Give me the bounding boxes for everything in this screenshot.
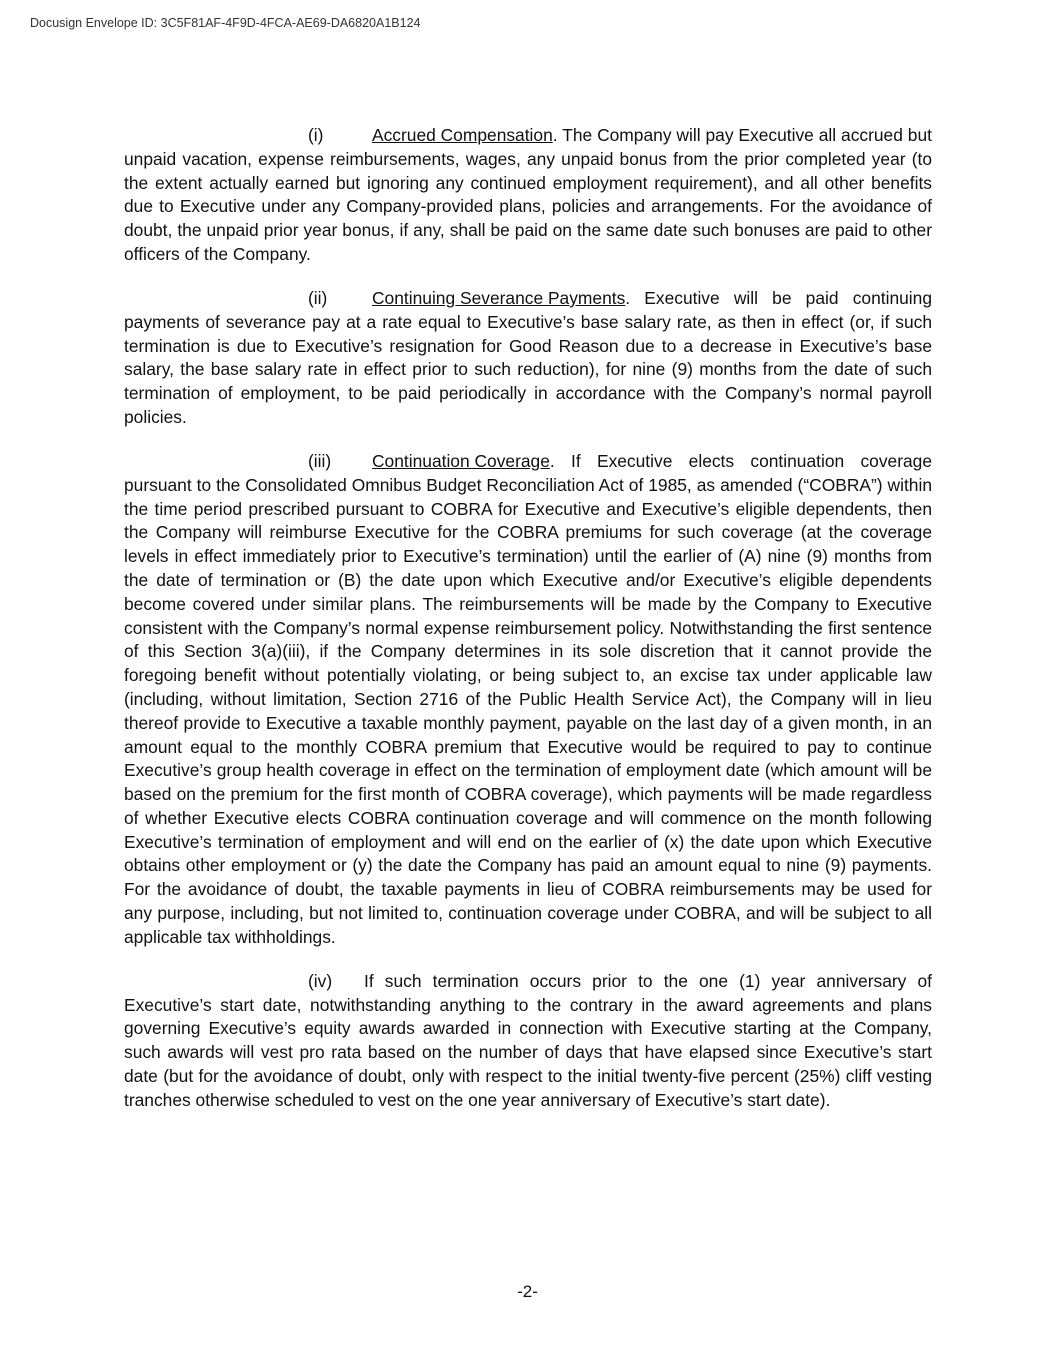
paragraph-continuing-severance (124, 287, 932, 430)
paragraph-heading: Accrued Compensation (372, 125, 553, 145)
paragraph-head (308, 450, 550, 474)
paragraph-number: (iv) (308, 970, 333, 991)
page-number: -2- (517, 1282, 538, 1301)
paragraph-heading: Continuation Coverage (372, 450, 550, 471)
paragraph-text: . The Company will pay Executive all accrued but unpaid vacation, expense reimbursements, wages, any unpaid bonus from the prior completed year (to the extent actually earned but ignoring any continued employment requirement), and all other benefits due to Executive under any Company-provided plans, policies and arrangements. For the avoidance of doubt, the unpaid prior year bonus, if any, shall be paid on the same date such bonuses are paid to other officers of the Company. (124, 125, 932, 264)
paragraph-text: If such termination occurs prior to the one (1) year anniversary of Executive’s start date, notwithstanding anything to the contrary in the award agreements and plans governing Executive’s equity awards awarded in connection with Executive starting at the Company, such awards will vest pro rata based on the number of days that have elapsed since Executive’s start date (but for the avoidance of doubt, only with respect to the initial twenty-five percent (25%) cliff vesting tranches otherwise scheduled to vest on the one year anniversary of Executive’s start date). (124, 970, 932, 1110)
paragraph-number: (i) (308, 125, 324, 145)
paragraph-head (308, 287, 625, 311)
paragraph-continuation-coverage (124, 450, 932, 950)
document-body (124, 124, 932, 1133)
paragraph-text: . Executive will be paid continuing payments of severance pay at a rate equal to Executive’s base salary rate, as then in effect (or, if such termination is due to Executive’s resignation for Good Reason due to a decrease in Executive’s base salary, the base salary rate in effect prior to such reduction), for nine (9) months from the date of such termination of employment, to be paid periodically in accordance with the Company’s normal payroll policies. (124, 287, 932, 427)
paragraph-text: . If Executive elects continuation coverage pursuant to the Consolidated Omnibus Budget Reconciliation Act of 1985, as amended (“COBRA”) within the time period prescribed pursuant to COBRA for Executive and Executive’s eligible dependents, then the Company will reimburse Executive for the COBRA premiums for such coverage (at the coverage levels in effect immediately prior to Executive’s termination) until the earlier of (A) nine (9) months from the date of termination or (B) the date upon which Executive and/or Executive’s eligible dependents become covered under similar plans. The reimbursements will be made by the Company to Executive consistent with the Company’s normal expense reimbursement policy. Notwithstanding the first sentence of this Section 3(a)(iii), if the Company determines in its sole discretion that it cannot provide the foregoing benefit without potentially violating, or being subject to, an excise tax under applicable law (including, without limitation, Section 2716 of the Public Health Service Act), the Company will in lieu thereof provide to Executive a taxable monthly payment, payable on the last day of a given month, in an amount equal to the monthly COBRA premium that Executive would be required to pay to continue Executive’s group health coverage in effect on the termination of employment date (which amount will be based on the premium for the first month of COBRA coverage), which payments will be made regardless of whether Executive elects COBRA continuation coverage and will commence on the month following Executive’s termination of employment and will end on the earlier of (x) the date upon which Executive obtains other employment or (y) the date the Company has paid an amount equal to nine (9) payments. For the avoidance of doubt, the taxable payments in lieu of COBRA reimbursements may be used for any purpose, including, but not limited to, continuation coverage under COBRA, and will be subject to all applicable tax withholdings. (124, 450, 932, 947)
paragraph-head (308, 970, 364, 994)
paragraph-equity-vesting (124, 970, 932, 1113)
paragraph-head (308, 124, 553, 148)
paragraph-number: (ii) (308, 287, 328, 308)
paragraph-number: (iii) (308, 450, 332, 471)
paragraph-heading: Continuing Severance Payments (372, 287, 626, 308)
paragraph-accrued-compensation (124, 124, 932, 267)
docusign-envelope-id: Docusign Envelope ID: 3C5F81AF-4F9D-4FCA-AE69-DA6820A1B124 (30, 16, 421, 30)
